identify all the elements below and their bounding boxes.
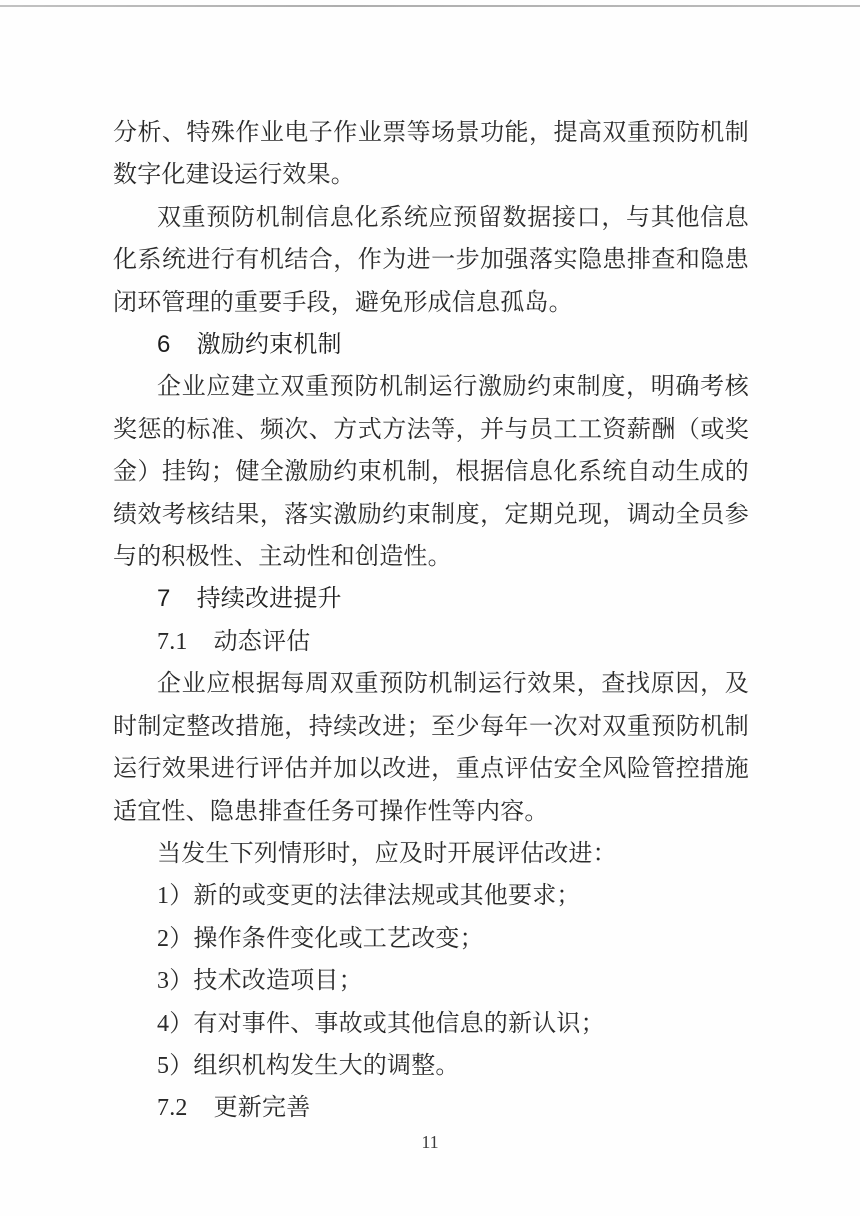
section-heading-6 — [113, 324, 749, 366]
subsection-heading-7-2 — [113, 1087, 749, 1129]
list-item: 5）组织机构发生大的调整。 — [157, 1052, 460, 1079]
subsection-title: 动态评估 — [213, 628, 311, 655]
list-lead-in-paragraph: 当发生下列情形时，应及时开展评估改进： — [157, 840, 617, 867]
list-item: 2）操作条件变化或工艺改变； — [157, 925, 484, 952]
paragraph: 企业应根据每周双重预防机制运行效果，查找原因，及时制定整改措施，持续改进；至少每年一次对双重预防机制运行效果进行评估并加以改进，重点评估安全风险管控措施适宜性、隐患排查任务可操作性等内容。 — [113, 671, 749, 825]
page-number: 11 — [421, 1132, 439, 1152]
subsection-title: 更新完善 — [213, 1095, 311, 1122]
section-title: 持续改进提升 — [196, 585, 342, 613]
section-heading-7 — [113, 578, 749, 620]
list-item: 4）有对事件、事故或其他信息的新认识； — [157, 1010, 605, 1037]
paragraph: 企业应建立双重预防机制运行激励约束制度，明确考核奖惩的标准、频次、方式方法等，并与员工工资薪酬（或奖金）挂钩；健全激励约束机制，根据信息化系统自动生成的绩效考核结果，落实激励约束制度，定期兑现，调动全员参与的积极性、主动性和创造性。 — [113, 374, 749, 571]
paragraph: 双重预防机制信息化系统应预留数据接口，与其他信息化系统进行有机结合，作为进一步加强落实隐患排查和隐患闭环管理的重要手段，避免形成信息孤岛。 — [113, 204, 749, 316]
subsection-number: 7.2 — [157, 1095, 188, 1122]
section-number: 7 — [157, 585, 171, 613]
section-number: 6 — [157, 331, 171, 359]
section-title: 激励约束机制 — [196, 331, 342, 359]
document-body — [113, 112, 749, 1130]
subsection-number: 7.1 — [157, 628, 188, 655]
scan-top-edge-line — [0, 5, 860, 7]
page-footer — [0, 1130, 860, 1154]
subsection-heading-7-1 — [113, 621, 749, 663]
list-item: 3）技术改造项目； — [157, 968, 363, 995]
list-item: 1）新的或变更的法律法规或其他要求； — [157, 883, 581, 910]
paragraph: 分析、特殊作业电子作业票等场景功能，提高双重预防机制数字化建设运行效果。 — [113, 120, 749, 189]
